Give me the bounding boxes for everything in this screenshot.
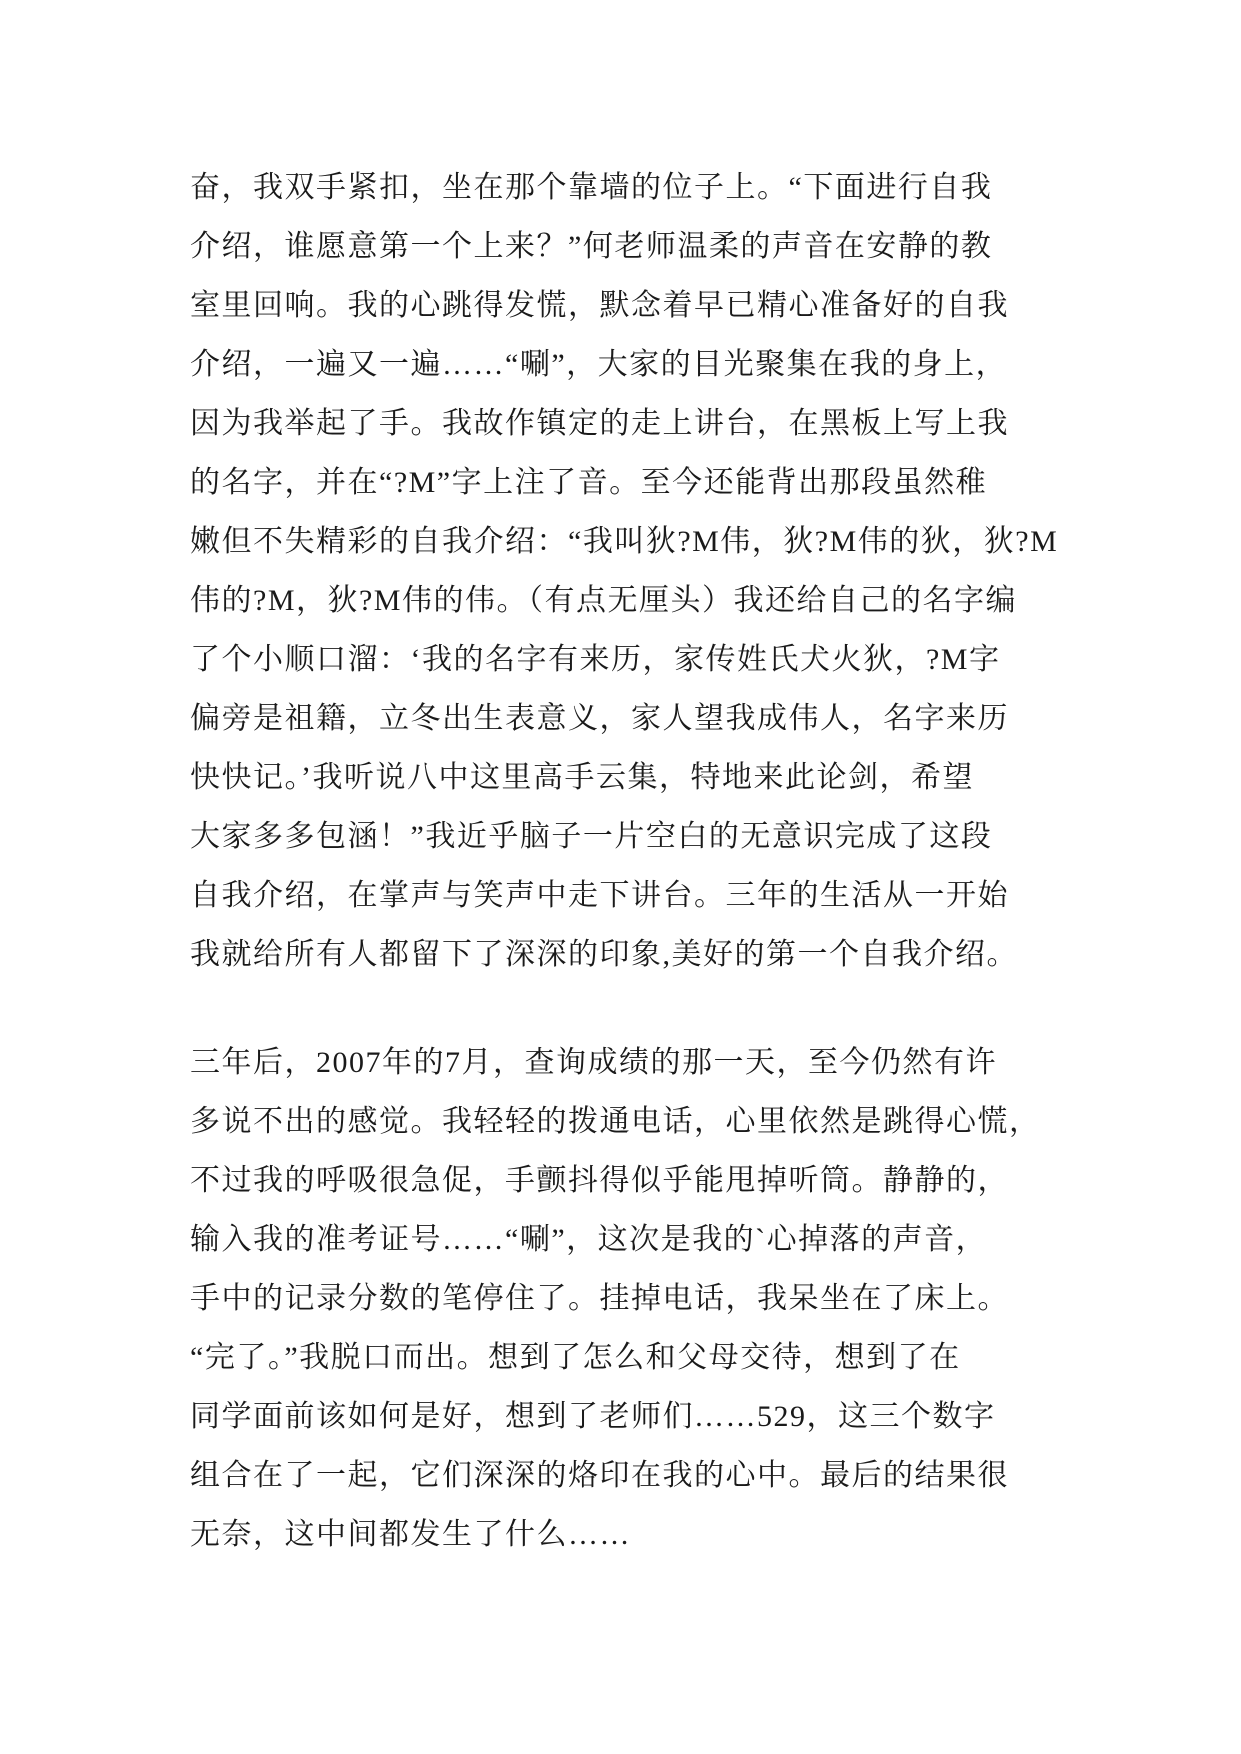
text-line: 偏旁是祖籍，立冬出生表意义，家人望我成伟人，名字来历 [190,702,1009,735]
paragraph-exam-results [190,1033,1070,1564]
text-line: 不过我的呼吸很急促，手颤抖得似乎能甩掉听筒。静静的， [190,1164,1009,1197]
text-line: 输入我的准考证号……“唰”，这次是我的`心掉落的声音， [190,1223,988,1256]
text-line: 嫩但不失精彩的自我介绍：“我叫狄?M伟，狄?M伟的狄，狄?M [190,525,1059,558]
text-line: 室里回响。我的心跳得发慌，默念着早已精心准备好的自我 [190,289,1009,322]
text-line: 介绍，谁愿意第一个上来？”何老师温柔的声音在安静的教 [190,230,993,263]
text-line: 的名字，并在“?M”字上注了音。至今还能背出那段虽然稚 [190,466,988,499]
text-line: 组合在了一起，它们深深的烙印在我的心中。最后的结果很 [190,1459,1009,1492]
text-line: 我就给所有人都留下了深深的印象,美好的第一个自我介绍。 [190,938,1018,971]
text-line: 大家多多包涵！”我近乎脑子一片空白的无意识完成了这段 [190,820,993,853]
paragraph-self-introduction [190,158,1070,984]
text-line: 伟的?M，狄?M伟的伟。（有点无厘头）我还给自己的名字编 [190,584,1017,617]
text-line: 因为我举起了手。我故作镇定的走上讲台，在黑板上写上我 [190,407,1009,440]
text-line: 手中的记录分数的笔停住了。挂掉电话，我呆坐在了床上。 [190,1282,1009,1315]
text-line: 同学面前该如何是好，想到了老师们……529，这三个数字 [190,1400,996,1433]
text-line: 介绍，一遍又一遍……“唰”，大家的目光聚集在我的身上， [190,348,1008,381]
text-line: 无奈，这中间都发生了什么…… [190,1518,631,1551]
text-line: “完了。”我脱口而出。想到了怎么和父母交待，想到了在 [190,1341,961,1374]
text-line: 快快记。’我听说八中这里高手云集，特地来此论剑，希望 [190,761,974,794]
text-line: 奋，我双手紧扣，坐在那个靠墙的位子上。“下面进行自我 [190,171,993,204]
text-line: 多说不出的感觉。我轻轻的拨通电话，心里依然是跳得心慌， [190,1105,1041,1138]
text-line: 自我介绍，在掌声与笑声中走下讲台。三年的生活从一开始 [190,879,1009,912]
text-line: 了个小顺口溜：‘我的名字有来历，家传姓氏犬火狄，?M字 [190,643,1001,676]
text-line: 三年后，2007年的7月，查询成绩的那一天，至今仍然有许 [190,1046,997,1079]
